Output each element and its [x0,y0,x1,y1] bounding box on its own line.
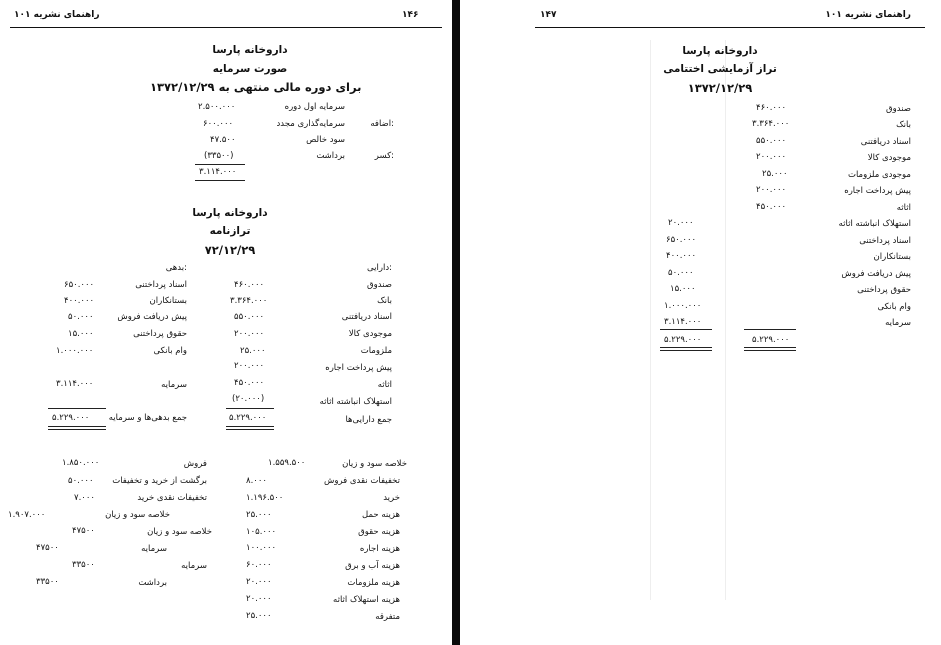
capital-row-label: سود خالص [306,135,345,145]
credit-amount: ۶۵۰.۰۰۰ [666,235,697,245]
credit-amount: ۵۰.۰۰۰ [668,268,694,278]
account-label: بانک [896,120,911,130]
total-underline [195,180,245,181]
entry-label: هزینه استهلاک اثاثه [333,595,400,605]
entry-amount: ۱.۵۵۹.۵۰۰ [268,458,306,468]
debit-total: ۵.۲۲۹.۰۰۰ [752,335,790,345]
debit-amount: ۴۶۰.۰۰۰ [756,103,787,113]
statement-period: برای دوره مالی منتهی به ۱۳۷۲/۱۲/۲۹ [150,80,362,94]
entry-amount: ۲۵.۰۰۰ [246,611,272,621]
liability-amount: ۱.۰۰۰.۰۰۰ [56,346,94,356]
page-number: ۱۴۷ [540,10,557,20]
asset-label: بانک [377,296,392,306]
liability-amount: ۶۵۰.۰۰۰ [64,280,95,290]
liability-amount: ۱۵.۰۰۰ [68,329,94,339]
debit-amount: ۵۵۰.۰۰۰ [756,136,787,146]
entry-amount: ۷.۰۰۰ [74,493,95,503]
capital-row-label: برداشت [316,151,345,161]
account-label: حقوق پرداختنی [857,285,911,295]
entry-label: هزینه اجاره [359,544,400,554]
credit-total-underline [660,347,712,348]
entry-amount: ۱۰۰.۰۰۰ [246,543,277,553]
entry-amount: ۱.۱۹۶.۵۰۰ [246,493,284,503]
statement-title: صورت سرمایه [212,63,288,75]
asset-amount: ۳.۳۶۴.۰۰۰ [230,296,268,306]
capital-row-label: سرمایه‌گذاری مجدد [276,119,345,129]
entry-amount: ۳۳۵۰۰ [36,577,59,587]
debit-amount: ۳.۳۶۴.۰۰۰ [752,119,790,129]
liabilities-total-label: جمع بدهی‌ها و سرمایه [108,413,187,423]
account-label: پیش دریافت فروش [841,269,911,279]
capital-row-amount: ۶۰۰.۰۰۰ [203,119,234,129]
debit-amount: ۲۰۰.۰۰۰ [756,152,787,162]
account-label: بستانکاران [873,252,911,262]
liabilities-total-underline [48,429,106,430]
entry-label: سرمایه [181,561,207,571]
liability-label: اسناد پرداختنی [135,280,187,290]
running-title: راهنمای نشریه ۱۰۱ [14,10,100,20]
entry-amount: ۸.۰۰۰ [246,476,267,486]
capital-row-prefix: اضافه: [370,119,394,129]
liability-label: بستانکاران [149,296,187,306]
right-page [460,0,941,645]
entry-label: تخفیفات نقدی خرید [137,493,207,503]
liabilities-total-underline [48,426,106,427]
capital-row-amount: (۳۳۵۰۰) [204,151,234,161]
entry-label: هزینه آب و برق [345,561,400,571]
liabilities-total: ۵.۲۲۹.۰۰۰ [52,413,90,423]
entry-label: برگشت از خرید و تخفیفات [112,476,207,486]
show-through-mark [725,40,726,600]
account-label: موجودی کالا [867,153,911,163]
account-label: سرمایه [885,318,911,328]
assets-subtotal-line [226,408,274,409]
asset-amount: ۴۶۰.۰۰۰ [234,280,265,290]
credit-amount: ۲۰.۰۰۰ [668,218,694,228]
asset-amount: ۲۰۰.۰۰۰ [234,329,265,339]
entry-amount: ۵۰.۰۰۰ [68,476,94,486]
asset-amount: ۲۰۰.۰۰۰ [234,361,265,371]
account-label: صندوق [886,104,911,114]
asset-amount: ۲۵.۰۰۰ [240,346,266,356]
asset-amount: (۲۰.۰۰۰) [232,394,265,404]
entry-label: خلاصه سود و زیان [147,527,212,537]
entry-label: سرمایه [141,544,167,554]
entry-amount: ۱.۹۰۷.۰۰۰ [8,510,46,520]
credit-total: ۵.۲۲۹.۰۰۰ [664,335,702,345]
debit-total-underline [744,347,796,348]
show-through-mark [650,40,651,600]
credit-amount: ۱۵.۰۰۰ [670,284,696,294]
asset-label: اثاثه [377,380,392,390]
liability-label: حقوق پرداختنی [133,329,187,339]
assets-total: ۵.۲۲۹.۰۰۰ [229,413,267,423]
liability-amount: ۳.۱۱۴.۰۰۰ [56,379,94,389]
entry-label: خرید [383,493,400,503]
assets-total-label: جمع دارایی‌ها [345,415,392,425]
entry-label: برداشت [138,578,167,588]
account-label: اسناد پرداختنی [859,236,911,246]
header-rule [535,27,925,28]
running-title: راهنمای نشریه ۱۰۱ [825,10,911,20]
asset-label: اسناد دریافتنی [341,312,392,322]
balance-sheet-title: ترازنامه [209,225,251,237]
header-rule [10,27,442,28]
liabilities-subtotal-line [48,408,106,409]
company-name: داروخانه پارسا [192,207,268,219]
balance-sheet-date: ۷۲/۱۲/۲۹ [204,243,256,257]
credit-amount: ۱.۰۰۰.۰۰۰ [664,301,702,311]
debit-subtotal-line [744,329,796,330]
entry-amount: ۲۰.۰۰۰ [246,594,272,604]
capital-row-label: سرمایه اول دوره [284,102,345,112]
account-label: اسناد دریافتنی [860,137,911,147]
liability-label: وام بانکی [153,346,187,356]
entry-amount: ۲۵.۰۰۰ [246,510,272,520]
liability-amount: ۵۰.۰۰۰ [68,312,94,322]
asset-label: صندوق [367,280,392,290]
liability-label: پیش دریافت فروش [117,312,187,322]
entry-amount: ۱۰۵.۰۰۰ [246,527,277,537]
asset-label: موجودی کالا [348,329,392,339]
liability-amount: ۴۰۰.۰۰۰ [64,296,95,306]
entry-label: هزینه ملزومات [347,578,400,588]
asset-amount: ۴۵۰.۰۰۰ [234,378,265,388]
entry-amount: ۴۷۵۰۰ [72,526,95,536]
assets-total-underline [226,429,274,430]
asset-label: استهلاک انباشته اثاثه [319,397,392,407]
credit-amount: ۳.۱۱۴.۰۰۰ [664,317,702,327]
debit-total-underline [744,350,796,351]
subtotal-line [195,164,245,165]
entry-amount: ۲۰.۰۰۰ [246,577,272,587]
liabilities-heading: بدهی: [165,263,187,273]
asset-label: پیش پرداخت اجاره [325,363,392,373]
capital-row-prefix: کسر: [374,151,394,161]
trial-balance-title: تراز آزمایشی اختتامی [663,63,777,75]
trial-balance-date: ۱۳۷۲/۱۲/۲۹ [687,81,753,95]
asset-amount: ۵۵۰.۰۰۰ [234,312,265,322]
assets-heading: دارایی: [367,263,392,273]
book-spine [452,0,460,645]
entry-amount: ۶۰.۰۰۰ [246,560,272,570]
company-name: داروخانه پارسا [212,44,288,56]
entry-label: متفرقه [375,612,400,622]
entry-label: خلاصه سود و زیان [105,510,170,520]
entry-label: هزینه حمل [362,510,400,520]
debit-amount: ۴۵۰.۰۰۰ [756,202,787,212]
left-page [0,0,452,645]
account-label: موجودی ملزومات [847,170,911,180]
account-label: پیش پرداخت اجاره [844,186,911,196]
asset-label: ملزومات [360,346,392,356]
company-name: داروخانه پارسا [682,45,758,57]
account-label: وام بانکی [877,302,911,312]
debit-amount: ۲۰۰.۰۰۰ [756,185,787,195]
capital-row-amount: ۲.۵۰۰.۰۰۰ [198,102,236,112]
page-number: ۱۴۶ [402,10,419,20]
credit-subtotal-line [660,329,712,330]
entry-label: فروش [183,459,207,469]
credit-total-underline [660,350,712,351]
account-label: استهلاک انباشته اثاثه [838,219,911,229]
capital-total: ۳.۱۱۴.۰۰۰ [199,167,237,177]
entry-label: تخفیفات نقدی فروش [323,476,400,486]
liability-label: سرمایه [161,380,187,390]
credit-amount: ۴۰۰.۰۰۰ [666,251,697,261]
account-label: اثاثه [896,203,911,213]
entry-amount: ۱.۸۵۰.۰۰۰ [62,458,100,468]
assets-total-underline [226,426,274,427]
entry-amount: ۳۳۵۰۰ [72,560,95,570]
entry-label: خلاصه سود و زیان [342,459,407,469]
capital-row-amount: ۴۷.۵۰۰ [210,135,236,145]
entry-amount: ۴۷۵۰۰ [36,543,59,553]
debit-amount: ۲۵.۰۰۰ [762,169,788,179]
entry-label: هزینه حقوق [358,527,400,537]
